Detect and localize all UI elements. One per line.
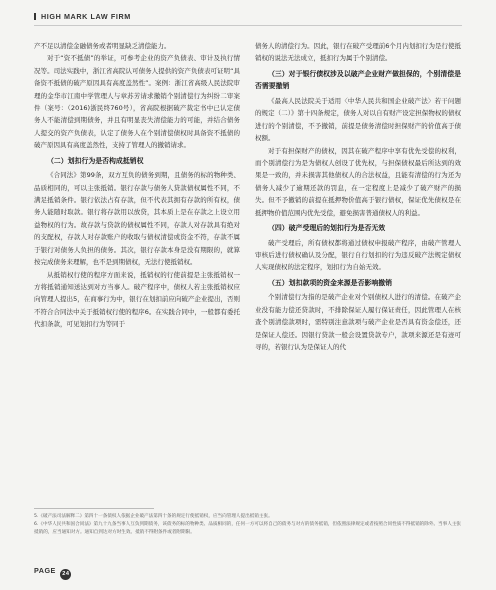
- page-number: [34, 566, 71, 580]
- section-heading: （五）划扣款项的资金来源是否影响撤销: [268, 278, 393, 287]
- paragraph: 破产受理后，所有债权都将通过债权申报破产程序，由破产管理人审核后进行债权确认及分配，银行自行划扣的行为违反破产法规定债权人实现债权的法定程序，划扣行为自始无效。: [255, 238, 461, 272]
- header-divider: [34, 25, 462, 26]
- section-heading: （三）对于银行债权涉及以破产企业财产做担保的，个别清偿是否需要撤销: [255, 69, 461, 91]
- footnote-5: 5.《破产法司法解释二》第四十一条债权人依据企业破产法第四十条的规定行使抵销权，应当向管理人提出抵销主张。: [34, 514, 273, 519]
- paragraph: 债务人的清偿行为。因此，银行在破产受理前6个月内划扣行为是行使抵销权的说法无法成立，抵扣行为属于个别清偿。: [255, 42, 461, 63]
- paragraph: 对于有担保财产的债权，因其在破产程序中享有优先受偿的权利，而个别清偿行为是为债权人创设了优先权，与担保债权最后所达到的效果是一致的，并未损害其他债权人的合法权益，且能有清偿的行为还为债务人减少了逾期还款的罚息，在一定程度上是减少了破产财产的损失。但不予撤销的前提在抵押物价值高于银行债权，保证优先债权是在抵押物价值范围内优先受偿，避免损害普通债权人的利益。: [255, 146, 461, 217]
- paragraph: 《合同法》第99条，双方互负的债务到期，且债务的标的物种类、品质相同的，可以主张抵销。银行存款与债务人贷款债权属性不同，不满足抵销条件。银行依法占有存款，但不代表其拥有存款的所有权，债务人能随时取款。银行将存款用以放贷，其本质上是在存款之上设立用益物权的行为。故存款与贷款的债权属性不同，存款人对存款具有绝对的支配权，存款人对存款账户的收取与债权清偿或资金不符，存款不属于银行对债务人负担的债务。其次，银行存款本身是没有期限的，就算按完成债务来理解，也不是到期债权，无法行使抵销权。: [34, 171, 240, 267]
- firm-name: HIGH MARK LAW FIRM: [41, 12, 131, 21]
- header-bar-decoration: [34, 13, 36, 20]
- paragraph: 对于“资不抵债”的举证，可参考企业的资产负债表、审计及执行情况等。司法实践中，浙江省高院认可债务人提供的资产负债表可证明“具备资不抵债的破产原因具有高度盖然性”。案例：浙江省高级人民法院审理的金华市江南中学管理人与章苏芳请求撤销个别清偿行为纠纷二审案件（案号：（2016)浙民终760号），省高院根据破产裁定书中已认定债务人不能清偿到期债务，并且有明显丧失清偿能力的可能，并结合债务人提交的资产负债表，认定了债务人在个别清偿债权时具备资不抵债的破产原因具有高度盖然性，支持了管理人的撤销请求。: [34, 54, 240, 150]
- page-label: PAGE: [34, 566, 56, 575]
- paragraph: 产不足以清偿金融债务或者明显缺乏清偿能力。: [34, 42, 171, 50]
- footnotes: [34, 513, 464, 537]
- running-header: [34, 12, 131, 21]
- section-heading: （四）破产受理后的划扣行为是否无效: [268, 224, 386, 233]
- paragraph: 《最高人民法院关于适用〈中华人民共和国企业破产法〉若干问题的规定（二）》第十四条规定，债务人对以自有财产设定担保物权的债权进行的个别清偿，不予撤销，前提是债务清偿时担保财产的价值高于债权额。: [255, 97, 461, 143]
- footnote-divider: [34, 508, 154, 509]
- page-number-badge: 24: [60, 569, 71, 580]
- paragraph: 从抵销权行使的程序方面来说，抵销权的行使前提是主张抵销权一方将抵销通知送达到对方当事人。破产程序中，债权人若主张抵销权应向管理人提出5，在商事行为中，银行在划扣前应向破产企业提出，否则不符合合同法中关于抵销权行使的程序6。在实践合同中，一般都有委托代扣条款，可见划扣行为等同于: [34, 270, 240, 329]
- paragraph: 个别清偿行为指的是破产企业对个别债权人进行的清偿。在破产企业没有能力偿还贷款时，不排除保证人履行保证责任，因此管理人在核查个别清偿款项时，需特别注意款项与破产企业是否具有资金偿还，还是保证人偿还。因银行贷款一般会设置贷款专户，款项来源还是有迹可寻的，若银行认为是保证人的代: [255, 293, 461, 352]
- footnote-6: 6.《中华人民共和国合同法》第九十九条当事人互负到期债务，该债务的标的物种类、品质相同的，任何一方可以将自己的债务与对方的债务抵销，但依照法律规定或者按照合同性质不得抵销的除外。当事人主张抵销的，应当通知对方。通知自到达对方时生效。抵销不得附条件或者附期限。: [34, 522, 462, 535]
- left-column: [34, 40, 240, 331]
- right-column: [255, 40, 461, 354]
- section-heading: （二）划扣行为是否构成抵销权: [47, 156, 144, 165]
